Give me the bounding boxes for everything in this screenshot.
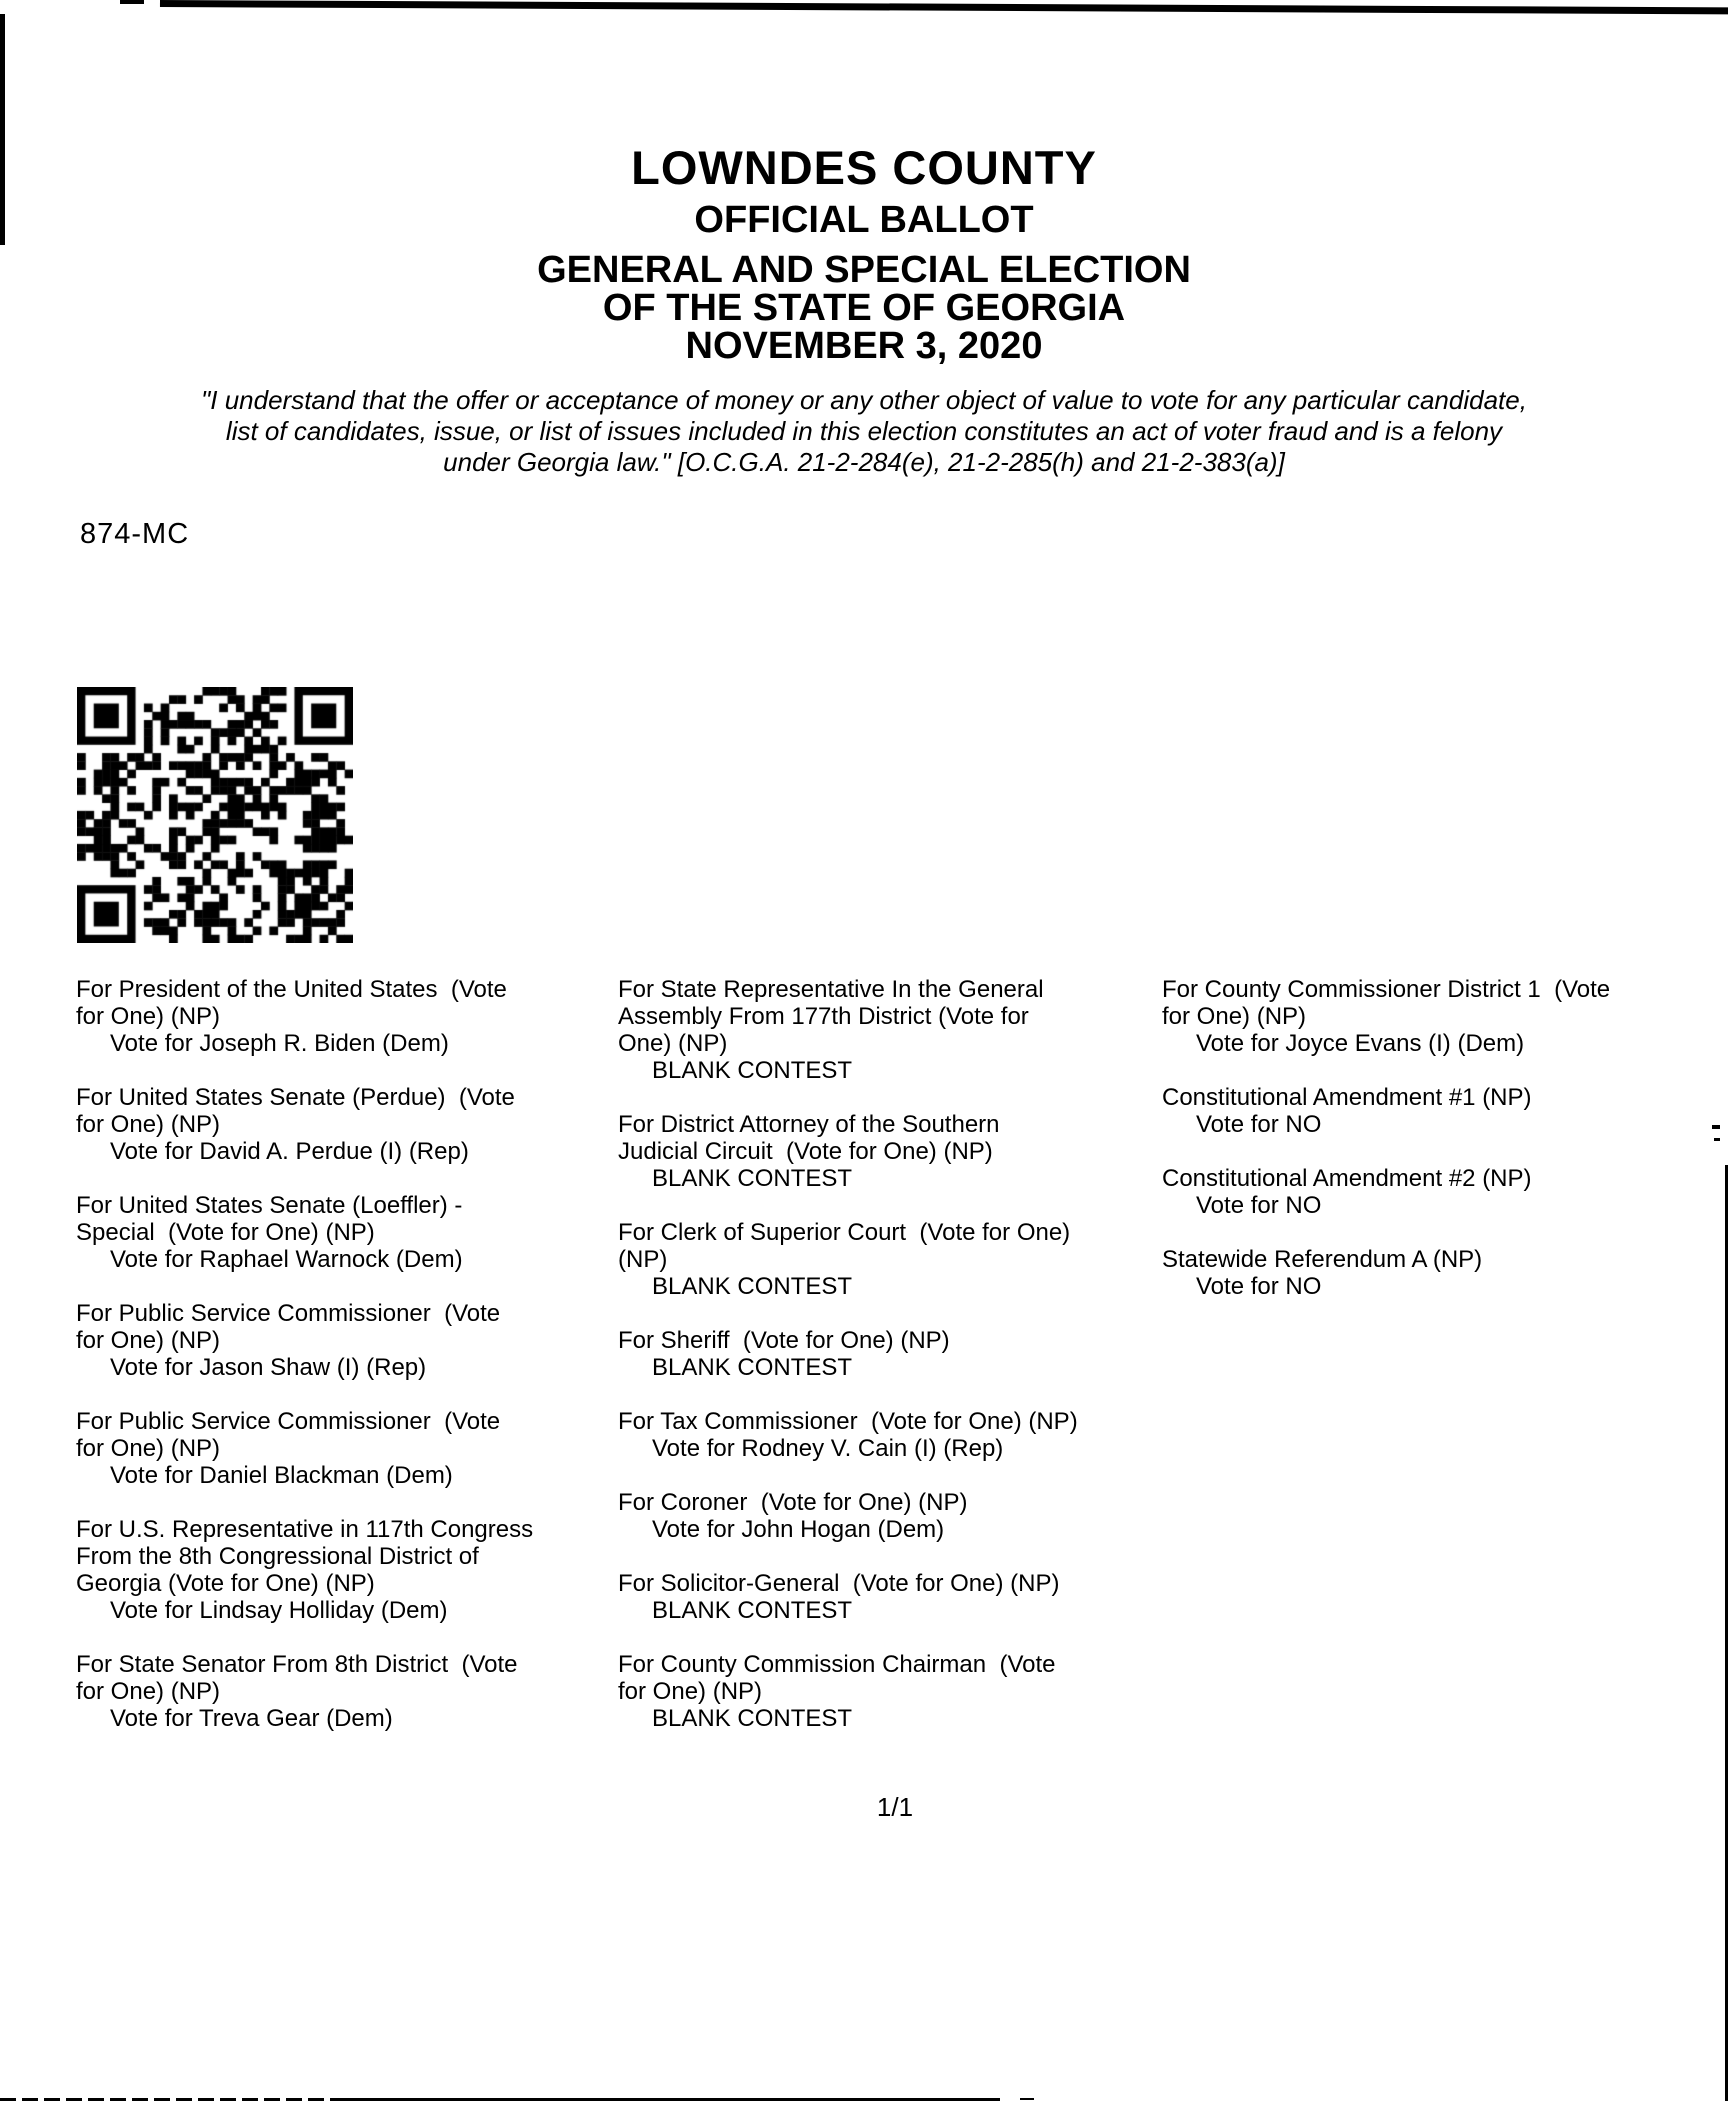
contest-selection: Vote for Jason Shaw (I) (Rep) [110,1354,427,1381]
contest-title-line: From the 8th Congressional District of [76,1543,479,1570]
contest-title-line: For Public Service Commissioner (Vote [76,1300,501,1327]
contest-selection: Vote for Lindsay Holliday (Dem) [110,1597,448,1624]
contest-title-line: For County Commission Chairman (Vote [618,1651,1056,1678]
contest-title-line: Georgia (Vote for One) (NP) [76,1570,375,1597]
contest-title-line: for One) (NP) [76,1003,221,1030]
contest-block [76,1300,616,1381]
contest-title-line: Judicial Circuit (Vote for One) (NP) [618,1138,993,1165]
contest-selection: Vote for Daniel Blackman (Dem) [110,1462,453,1489]
ballot-column-3 [1162,976,1728,1327]
contest-title-line: For County Commissioner District 1 (Vote [1162,976,1611,1003]
election-title-line-2: OF THE STATE OF GEORGIA [602,287,1126,329]
contest-title-line: Special (Vote for One) (NP) [76,1219,375,1246]
ballot-title: OFFICIAL BALLOT [694,199,1034,241]
contest-title-line: For State Representative In the General [618,976,1044,1003]
contest-title-line: One) (NP) [618,1030,728,1057]
contest-title-line: for One) (NP) [76,1435,221,1462]
contest-title-line: For United States Senate (Perdue) (Vote [76,1084,515,1111]
contest-block [618,1489,1158,1543]
page-number: 1/1 [876,1792,914,1822]
contest-title-line: Constitutional Amendment #2 (NP) [1162,1165,1532,1192]
contest-title-line: for One) (NP) [618,1678,763,1705]
contest-block [618,1327,1158,1381]
county-title: LOWNDES COUNTY [631,141,1097,194]
contest-selection: Vote for NO [1196,1192,1322,1219]
contest-selection: Vote for John Hogan (Dem) [652,1516,945,1543]
contest-title-line: For Solicitor-General (Vote for One) (NP) [618,1570,1060,1597]
contest-block [1162,1165,1728,1219]
fraud-disclaimer-line-3: under Georgia law." [O.C.G.A. 21-2-284(e), 21-2-285(h) and 21-2-383(a)] [443,447,1285,477]
contest-title-line: for One) (NP) [76,1111,221,1138]
contest-title-line: For U.S. Representative in 117th Congress [76,1516,534,1543]
fraud-disclaimer [0,385,1728,478]
contest-title-line: for One) (NP) [76,1327,221,1354]
election-title-line-1: GENERAL AND SPECIAL ELECTION [537,249,1191,291]
contest-block [76,1084,616,1165]
contest-selection: Vote for Joseph R. Biden (Dem) [110,1030,449,1057]
qr-code-icon [77,687,353,943]
contest-block [76,1408,616,1489]
scan-artifact-top-dash [120,0,144,4]
contest-title-line: Assembly From 177th District (Vote for [618,1003,1029,1030]
contest-title-line: for One) (NP) [1162,1003,1307,1030]
fraud-disclaimer-line-1: "I understand that the offer or acceptance of money or any other object of value to vote for any particular candidate, [201,385,1527,415]
contest-block [1162,976,1728,1057]
contest-selection: Vote for Joyce Evans (I) (Dem) [1196,1030,1525,1057]
contest-block [76,1516,616,1624]
contest-selection: Vote for NO [1196,1273,1322,1300]
contest-selection: BLANK CONTEST [652,1165,853,1192]
contest-title-line: For State Senator From 8th District (Vote [76,1651,518,1678]
contest-block [618,976,1158,1084]
contest-selection: BLANK CONTEST [652,1273,853,1300]
contest-block [618,1219,1158,1300]
contest-block [76,976,616,1057]
contest-title-line: For District Attorney of the Southern [618,1111,1000,1138]
scan-artifact-top-edge [160,0,1728,14]
contest-title-line: for One) (NP) [76,1678,221,1705]
ballot-column-1 [76,976,616,1759]
contest-title-line: For President of the United States (Vote [76,976,507,1003]
contest-block [76,1192,616,1273]
contest-title-line: Constitutional Amendment #1 (NP) [1162,1084,1532,1111]
contest-title-line: For Coroner (Vote for One) (NP) [618,1489,968,1516]
contest-selection: BLANK CONTEST [652,1057,853,1084]
contest-selection: Vote for Rodney V. Cain (I) (Rep) [652,1435,1004,1462]
contest-selection: Vote for Raphael Warnock (Dem) [110,1246,463,1273]
contest-selection: Vote for Treva Gear (Dem) [110,1705,393,1732]
contest-title-line: For Sheriff (Vote for One) (NP) [618,1327,950,1354]
fraud-disclaimer-line-2: list of candidates, issue, or list of issues included in this election constitutes an act of voter fraud and is a felony [225,416,1503,446]
contest-title-line: For Public Service Commissioner (Vote [76,1408,501,1435]
ballot-column-2 [618,976,1158,1759]
contest-block [1162,1246,1728,1300]
contest-title-line: (NP) [618,1246,668,1273]
contest-title-line: For Tax Commissioner (Vote for One) (NP) [618,1408,1078,1435]
contest-title-line: For United States Senate (Loeffler) - [76,1192,463,1219]
election-title [0,251,1728,365]
scan-artifact-bottom-dot [1020,2098,1034,2100]
contest-selection: BLANK CONTEST [652,1705,853,1732]
contest-block [76,1651,616,1732]
contest-block [618,1651,1158,1732]
ballot-style-code: 874-MC [80,518,190,550]
contest-title-line: For Clerk of Superior Court (Vote for One) [618,1219,1071,1246]
contest-block [618,1570,1158,1624]
contest-selection: BLANK CONTEST [652,1354,853,1381]
contest-block [618,1111,1158,1192]
contest-selection: Vote for NO [1196,1111,1322,1138]
contest-selection: BLANK CONTEST [652,1597,853,1624]
contest-title-line: Statewide Referendum A (NP) [1162,1246,1483,1273]
election-title-line-3: NOVEMBER 3, 2020 [685,325,1043,367]
contest-block [1162,1084,1728,1138]
contest-block [618,1408,1158,1462]
contest-selection: Vote for David A. Perdue (I) (Rep) [110,1138,469,1165]
